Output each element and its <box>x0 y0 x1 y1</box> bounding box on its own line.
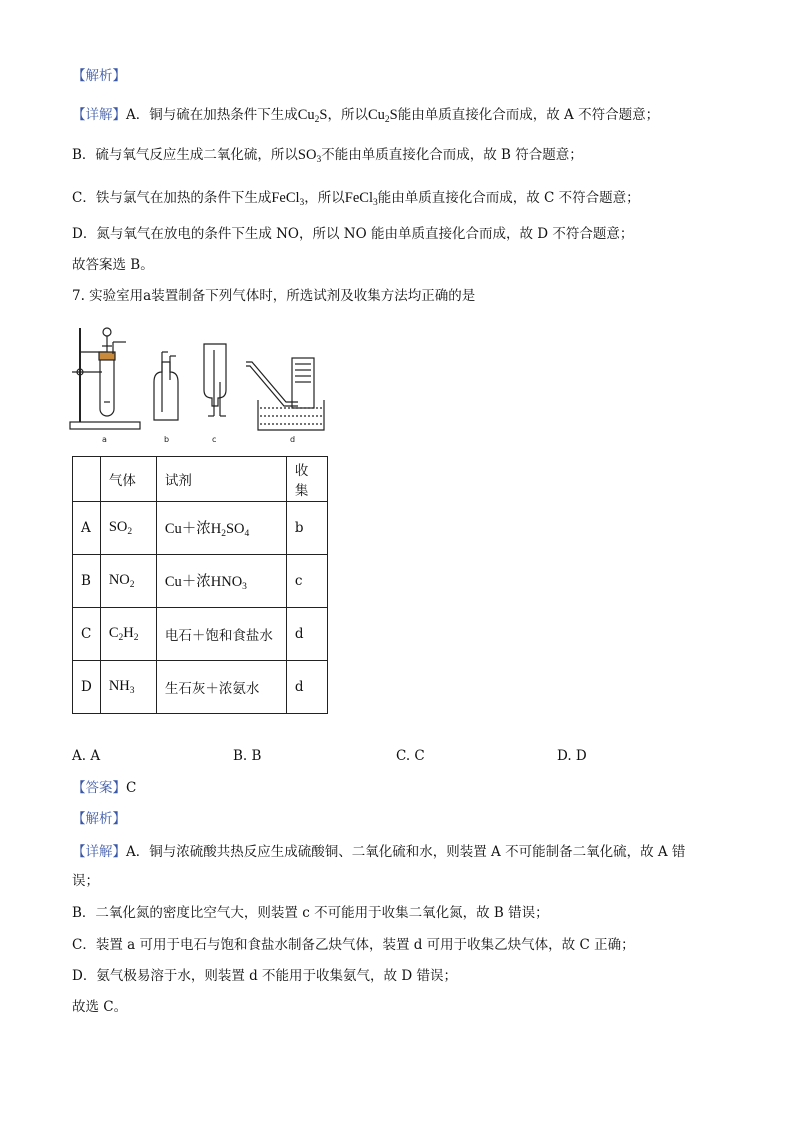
reagent-cell: Cu＋浓$HNO_3$ <box>156 555 286 608</box>
q7-detail-c: C．装置 a 可用于电石与饱和食盐水制备乙炔气体，装置 d 可用于收集乙炔气体，故 C 正确； <box>72 937 635 953</box>
header-cell: 收集 <box>286 457 327 502</box>
detail-line-d: D．氮与氧气在放电的条件下生成 NO，所以 NO 能由单质直接化合而成，故 D 不符合题意； <box>72 226 634 242</box>
detail-line-c: C．铁与氯气在加热的条件下生成FeCl$_3$，所以FeCl$_3$能由单质直接化合而成，故 C 不符合题意； <box>72 190 640 208</box>
option-c: C. C <box>396 748 425 764</box>
gas-cell: $C_2H_2$ <box>100 608 156 661</box>
option-letter: A <box>73 502 101 555</box>
table-row <box>73 502 328 555</box>
q7-detail-a-cont: 误； <box>72 873 99 889</box>
gas-cell: $NO_2$ <box>100 555 156 608</box>
collect-cell: d <box>286 608 327 661</box>
q7-detail-b: B．二氧化氮的密度比空气大，则装置 c 不可能用于收集二氧化氮，故 B 错误； <box>72 905 549 921</box>
analysis-tag: 【解析】 <box>72 68 126 84</box>
option-letter: B <box>73 555 101 608</box>
table-row <box>73 661 328 714</box>
apparatus-c <box>204 344 226 416</box>
text: A．铜与硫在加热条件下生成 <box>126 107 298 123</box>
detail-line-b: B．硫与氧气反应生成二氧化硫，所以$SO_3$不能由单质直接化合而成，故 B 符合题意； <box>72 147 583 165</box>
apparatus-a <box>70 328 140 429</box>
apparatus-d <box>246 358 324 430</box>
label-a: a <box>102 435 107 444</box>
gas-cell: $SO_2$ <box>100 502 156 555</box>
apparatus-figure <box>66 322 356 448</box>
q7-detail-a: 【详解】A．铜与浓硫酸共热反应生成硫酸铜、二氧化硫和水，则装置 A 不可能制备二氧化硫，故 A 错 <box>72 844 686 860</box>
collect-cell: c <box>286 555 327 608</box>
label-d: d <box>290 435 296 444</box>
question-stem: 7. 实验室用a装置制备下列气体时，所选试剂及收集方法均正确的是 <box>72 288 476 304</box>
option-letter: D <box>73 661 101 714</box>
table-row <box>73 608 328 661</box>
detail-line-a <box>72 106 659 129</box>
table-row <box>73 555 328 608</box>
formula: $SO_3$ <box>297 147 322 165</box>
text: 能由单质直接化合而成，故 A 不符合题意； <box>397 107 660 123</box>
collect-cell: b <box>286 502 327 555</box>
formula: $Cu_2S$ <box>368 107 398 125</box>
q7-conclusion: 故选 C。 <box>72 999 128 1015</box>
conclusion: 故答案选 B。 <box>72 257 154 273</box>
detail-tag: 【详解】 <box>72 107 126 123</box>
collect-cell: d <box>286 661 327 714</box>
q7-detail-d: D．氨气极易溶于水，则装置 d 不能用于收集氨气，故 D 错误； <box>72 968 457 984</box>
formula: $Cu_2S$ <box>297 107 328 125</box>
answer-line <box>72 779 136 797</box>
reagent-cell: Cu＋浓$H_2SO_4$ <box>156 502 286 555</box>
options-table <box>72 456 328 714</box>
answer-tag: 【答案】 <box>72 780 126 796</box>
gas-cell: $NH_3$ <box>100 661 156 714</box>
reagent-cell: 生石灰＋浓氨水 <box>156 661 286 714</box>
formula: FeCl$_3$ <box>271 190 305 208</box>
option-d: D. D <box>557 748 587 764</box>
header-cell: 试剂 <box>156 457 286 502</box>
apparatus-b <box>154 352 178 420</box>
label-c: c <box>212 435 217 444</box>
header-cell <box>73 457 101 502</box>
option-letter: C <box>73 608 101 661</box>
text: ，所以 <box>327 107 368 123</box>
detail-tag: 【详解】 <box>72 844 126 860</box>
header-cell: 气体 <box>100 457 156 502</box>
analysis-tag: 【解析】 <box>72 811 126 827</box>
answer-value: C <box>126 780 137 796</box>
table-header-row <box>73 457 328 502</box>
label-b: b <box>164 435 170 444</box>
option-a: A. A <box>72 748 101 764</box>
reagent-cell: 电石＋饱和食盐水 <box>156 608 286 661</box>
formula: FeCl$_3$ <box>344 190 378 208</box>
option-b: B. B <box>233 748 262 764</box>
